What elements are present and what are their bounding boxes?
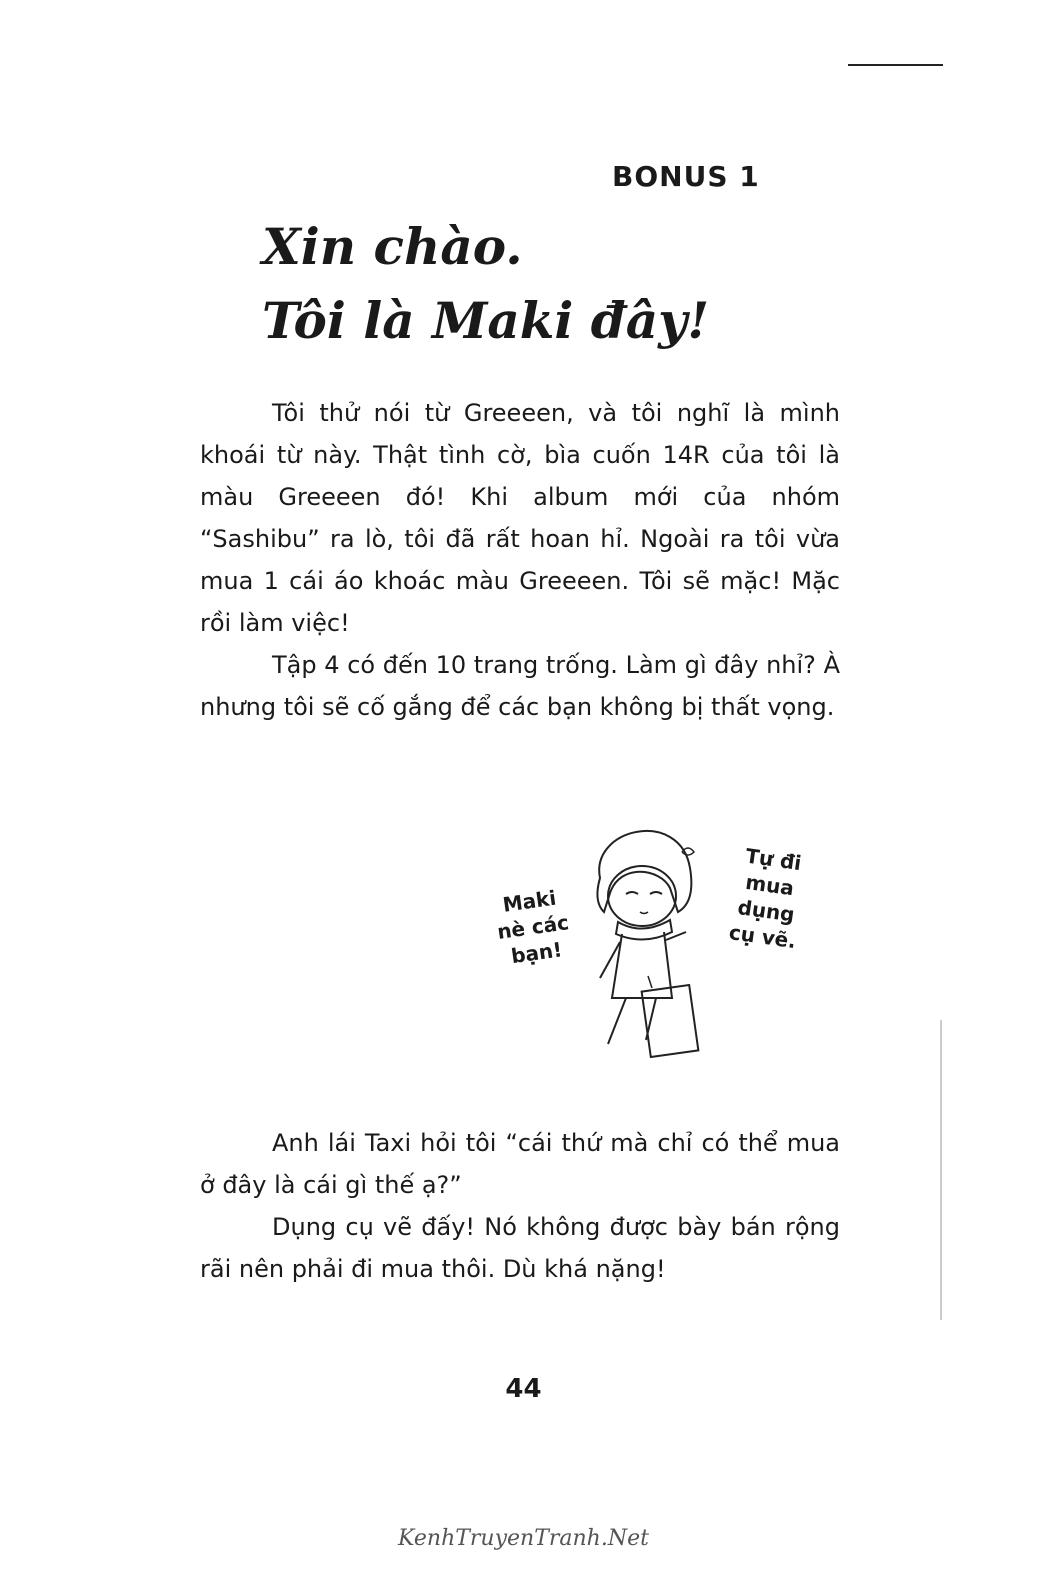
paragraph: Dụng cụ vẽ đấy! Nó không được bày bán rộng rãi nên phải đi mua thôi. Dù khá nặng!	[200, 1213, 840, 1283]
speech-line: dụng	[736, 895, 797, 927]
speech-line: mua	[744, 869, 796, 901]
watermark: KenhTruyenTranh.Net	[398, 1526, 649, 1551]
paragraph: Anh lái Taxi hỏi tôi “cái thứ mà chỉ có thể mua ở đây là cái gì thế ạ?”	[200, 1129, 840, 1199]
paragraph: Tập 4 có đến 10 trang trống. Làm gì đây nhỉ? À nhưng tôi sẽ cố gắng để các bạn không bị thất vọng.	[200, 651, 840, 721]
chibi-illustration	[560, 808, 720, 1058]
title-line-2: Tôi là Maki đây!	[262, 291, 710, 350]
page-title	[262, 210, 709, 358]
speech-line: nè các	[495, 910, 571, 944]
speech-line: Tự đi	[744, 843, 803, 876]
speech-line: cụ vẽ.	[727, 920, 798, 954]
bonus-label: BONUS 1	[612, 160, 760, 193]
page-number: 44	[505, 1374, 542, 1404]
text-block-bottom	[200, 1122, 840, 1290]
right-edge-rule	[940, 1020, 942, 1320]
top-rule	[848, 64, 943, 66]
speech-right	[721, 841, 815, 955]
paragraph: Tôi thử nói từ Greeeen, và tôi nghĩ là mình khoái từ này. Thật tình cờ, bìa cuốn 14R của tôi là màu Greeeen đó! Khi album mới của nhóm “Sashibu” ra lò, tôi đã rất hoan hỉ. Ngoài ra tôi vừa mua 1 cái áo khoác màu Greeeen. Tôi sẽ mặc! Mặc rồi làm việc!	[200, 399, 840, 637]
title-line-1: Xin chào.	[262, 217, 523, 276]
text-block-top	[200, 392, 840, 728]
speech-line: bạn!	[509, 937, 564, 969]
speech-line: Maki	[501, 885, 558, 917]
